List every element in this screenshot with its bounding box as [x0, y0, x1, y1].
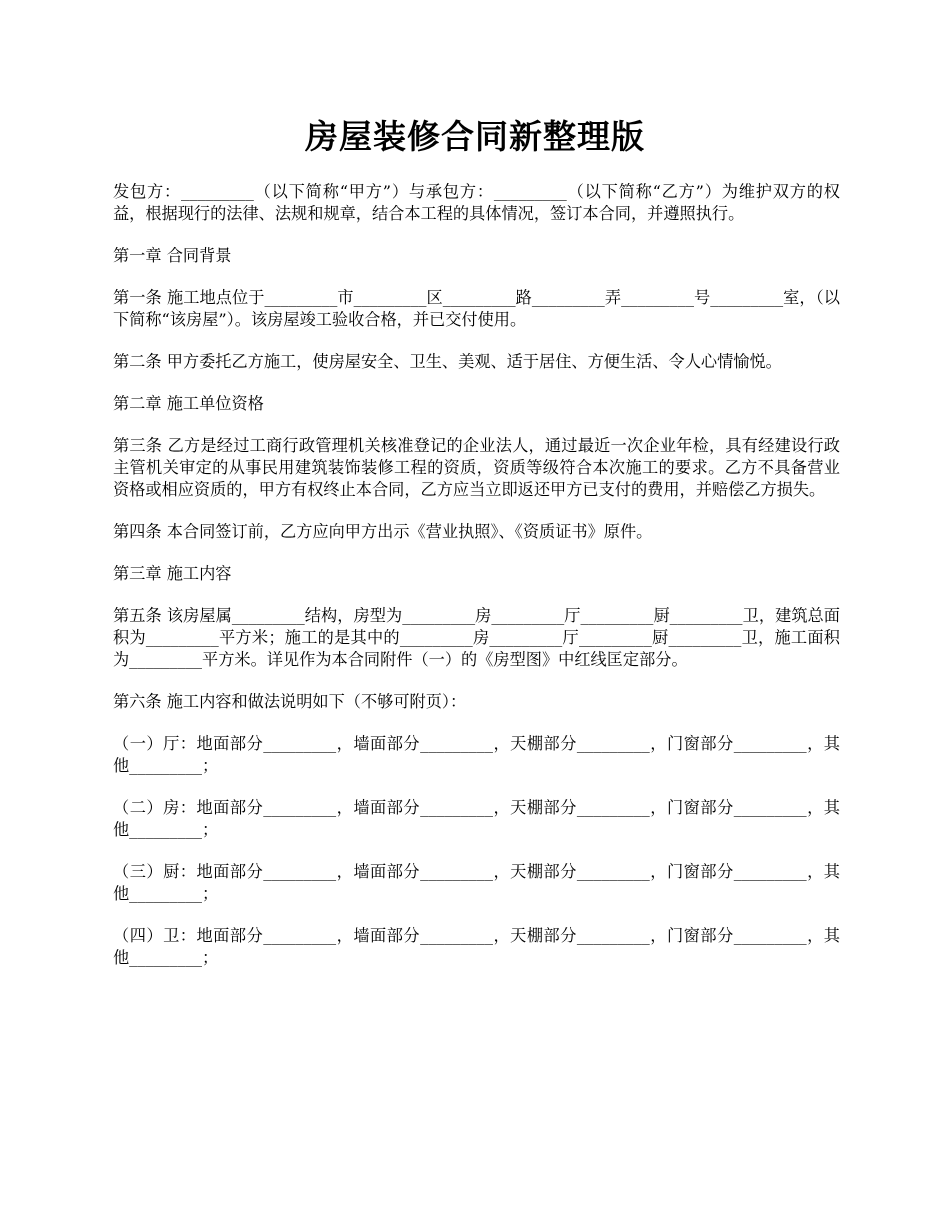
item-bathroom: （四）卫：地面部分_________，墙面部分_________，天棚部分_________，门窗部分_________，其他_________；: [113, 926, 840, 967]
chapter-heading-1: 第一章 合同背景: [113, 246, 232, 265]
article-3: 第三条 乙方是经过工商行政管理机关核准登记的企业法人，通过最近一次企业年检，具有经建设行政主管机关审定的从事民用建筑装饰装修工程的资质，资质等级符合本次施工的要求。乙方不具备营业资格或相应资质的，甲方有权终止本合同，乙方应当立即返还甲方已支付的费用，并赔偿乙方损失。: [113, 436, 840, 499]
article-2: 第二条 甲方委托乙方施工，使房屋安全、卫生、美观、适于居住、方便生活、令人心情愉悦。: [113, 352, 782, 371]
article-6: 第六条 施工内容和做法说明如下（不够可附页）：: [113, 692, 467, 711]
document-body: [113, 181, 840, 989]
item-hall: （一）厅：地面部分_________，墙面部分_________，天棚部分_________，门窗部分_________，其他_________；: [113, 734, 840, 775]
document-title: 房屋装修合同新整理版: [305, 117, 645, 156]
article-5: 第五条 该房屋属_________结构，房型为_________房_________厅_________厨_________卫，建筑总面积为_________平方米；施工的是其中的_________房_________厅_________厨_________卫，施工面积为_________平方米。详见作为本合同附件（一）的《房型图》中红线匡定部分。: [113, 606, 840, 669]
chapter-heading-2: 第二章 施工单位资格: [113, 394, 264, 413]
article-1: 第一条 施工地点位于_________市_________区_________路_________弄_________号_________室，（以下简称“该房屋”）。该房屋竣工验收合格，并已交付使用。: [113, 288, 840, 329]
chapter-heading-3: 第三章 施工内容: [113, 564, 232, 583]
paragraph-preamble: 发包方：_________（以下简称“甲方”）与承包方：_________（以下简称“乙方”）为维护双方的权益，根据现行的法律、法规和规章，结合本工程的具体情况，签订本合同，并遵照执行。: [113, 182, 840, 223]
item-room: （二）房：地面部分_________，墙面部分_________，天棚部分_________，门窗部分_________，其他_________；: [113, 798, 840, 839]
item-kitchen: （三）厨：地面部分_________，墙面部分_________，天棚部分_________，门窗部分_________，其他_________；: [113, 862, 840, 903]
article-4: 第四条 本合同签订前，乙方应向甲方出示《营业执照》、《资质证书》原件。: [113, 522, 653, 541]
